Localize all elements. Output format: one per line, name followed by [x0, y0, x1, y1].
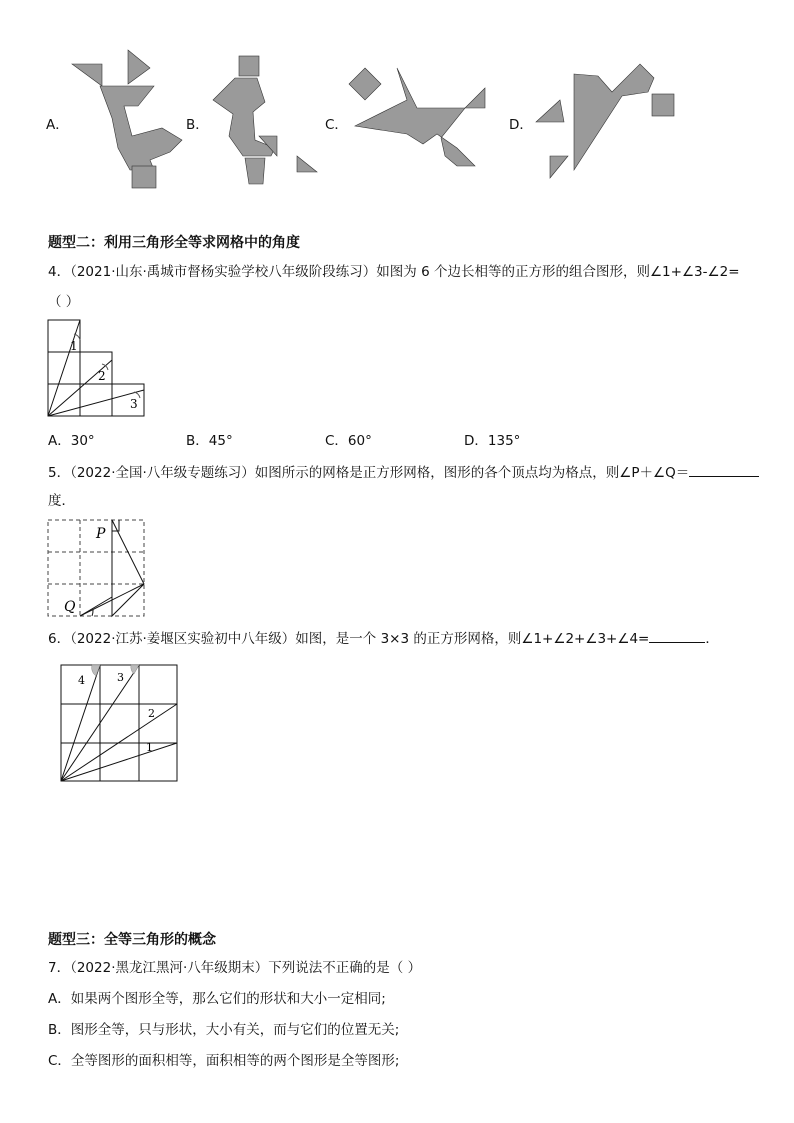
q7-option-c: C．全等图形的面积相等，面积相等的两个图形是全等图形;: [48, 1053, 400, 1069]
q6-angle-label-3: 3: [117, 671, 124, 684]
q5-unit: 度．: [48, 493, 75, 509]
q5-stem-text: 5．（2022·全国·八年级专题练习）如图所示的网格是正方形网格，图形的各个顶点均为格点，则∠P＋∠Q＝: [48, 465, 690, 481]
q7-stem: 7．（2022·黑龙江黑河·八年级期末）下列说法不正确的是（ ）: [48, 960, 422, 976]
q6-figure: [60, 664, 180, 784]
q6-stem: [48, 628, 719, 648]
q6-stem-end: ．: [705, 631, 719, 647]
q3-option-a-label: A．: [46, 117, 69, 133]
q5-answer-blank[interactable]: [689, 462, 759, 477]
q4-answer-parentheses: （ ）: [48, 294, 80, 310]
q3-option-d-label: D．: [509, 117, 533, 133]
q5-point-p-label: P: [96, 526, 106, 542]
q3-option-b-label: B．: [186, 117, 209, 133]
q4-option-d: D．135°: [464, 433, 521, 449]
q4-option-c: C．60°: [325, 433, 372, 449]
q6-answer-blank[interactable]: [649, 628, 705, 643]
q5-point-q-label: Q: [64, 599, 76, 615]
section-3-title: 题型三：全等三角形的概念: [48, 932, 216, 948]
tangram-figure-b: [205, 52, 325, 187]
q6-angle-label-2: 2: [148, 707, 155, 720]
tangram-figure-a: [70, 48, 200, 193]
q4-option-b: B．45°: [186, 433, 233, 449]
tangram-figure-d: [532, 60, 692, 185]
q4-angle-label-1: 1: [70, 339, 78, 353]
q4-stem: 4．（2021·山东·禹城市督杨实验学校八年级阶段练习）如图为 6 个边长相等的正方形的组合图形，则∠1+∠3-∠2=: [48, 264, 740, 280]
q7-option-a: A．如果两个图形全等，那么它们的形状和大小一定相同;: [48, 991, 386, 1007]
q3-option-c-label: C．: [325, 117, 348, 133]
q7-option-b: B．图形全等，只与形状，大小有关，而与它们的位置无关;: [48, 1022, 400, 1038]
q4-angle-label-2: 2: [98, 369, 106, 383]
q6-angle-label-4: 4: [78, 674, 85, 687]
q4-angle-label-3: 3: [130, 397, 138, 411]
q6-angle-label-1: 1: [146, 741, 153, 754]
q5-stem: [48, 462, 759, 482]
q4-figure: [46, 318, 156, 423]
q6-stem-text: 6．（2022·江苏·姜堰区实验初中八年级）如图，是一个 3×3 的正方形网格，则∠1+∠2+∠3+∠4=: [48, 631, 650, 647]
q5-figure: [47, 519, 147, 619]
q4-option-a: A．30°: [48, 433, 95, 449]
section-2-title: 题型二：利用三角形全等求网格中的角度: [48, 235, 300, 251]
tangram-figure-c: [345, 64, 490, 179]
